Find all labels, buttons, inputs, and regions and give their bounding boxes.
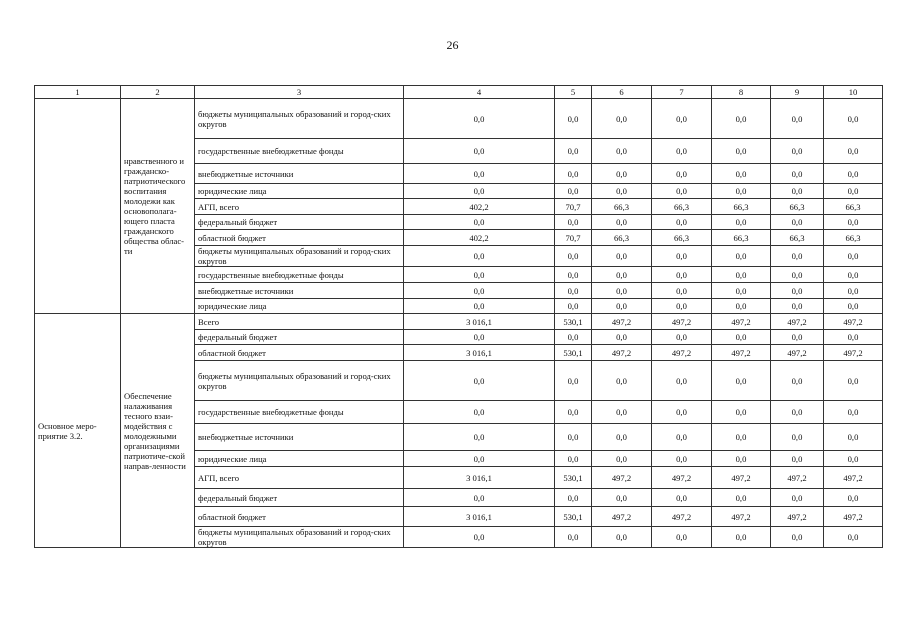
amount-cell: 0,0 xyxy=(555,283,592,299)
amount-cell: 0,0 xyxy=(404,164,555,184)
amount-cell: 497,2 xyxy=(824,467,883,489)
table-row xyxy=(35,314,883,330)
amount-cell: 66,3 xyxy=(771,230,824,246)
funding-source: областной бюджет xyxy=(195,345,404,361)
amount-cell: 0,0 xyxy=(555,299,592,314)
table-body xyxy=(35,86,883,548)
amount-cell: 0,0 xyxy=(712,99,771,139)
amount-cell: 0,0 xyxy=(824,361,883,401)
amount-cell: 0,0 xyxy=(555,184,592,199)
amount-cell: 0,0 xyxy=(771,215,824,230)
amount-cell: 0,0 xyxy=(404,401,555,424)
amount-cell: 0,0 xyxy=(555,424,592,451)
amount-cell: 3 016,1 xyxy=(404,467,555,489)
amount-cell: 0,0 xyxy=(592,246,652,267)
amount-cell: 0,0 xyxy=(404,489,555,507)
amount-cell: 402,2 xyxy=(404,230,555,246)
amount-cell: 0,0 xyxy=(592,424,652,451)
amount-cell: 0,0 xyxy=(824,215,883,230)
funding-source: юридические лица xyxy=(195,451,404,467)
column-header: 8 xyxy=(712,86,771,99)
amount-cell: 0,0 xyxy=(712,527,771,548)
amount-cell: 0,0 xyxy=(652,361,712,401)
amount-cell: 0,0 xyxy=(404,527,555,548)
amount-cell: 0,0 xyxy=(771,164,824,184)
amount-cell: 0,0 xyxy=(404,267,555,283)
budget-table xyxy=(34,85,883,548)
amount-cell: 0,0 xyxy=(404,99,555,139)
amount-cell: 497,2 xyxy=(712,507,771,527)
funding-source: внебюджетные источники xyxy=(195,424,404,451)
amount-cell: 0,0 xyxy=(404,139,555,164)
amount-cell: 66,3 xyxy=(712,230,771,246)
amount-cell: 0,0 xyxy=(824,299,883,314)
amount-cell: 0,0 xyxy=(824,283,883,299)
amount-cell: 0,0 xyxy=(652,330,712,345)
amount-cell: 0,0 xyxy=(824,99,883,139)
amount-cell: 0,0 xyxy=(555,401,592,424)
amount-cell: 0,0 xyxy=(555,361,592,401)
amount-cell: 0,0 xyxy=(592,299,652,314)
funding-source: областной бюджет xyxy=(195,507,404,527)
amount-cell: 0,0 xyxy=(592,139,652,164)
amount-cell: 0,0 xyxy=(712,246,771,267)
amount-cell: 0,0 xyxy=(404,283,555,299)
amount-cell: 0,0 xyxy=(592,215,652,230)
amount-cell: 0,0 xyxy=(592,184,652,199)
amount-cell: 0,0 xyxy=(771,489,824,507)
activity-label xyxy=(35,99,121,314)
amount-cell: 497,2 xyxy=(652,467,712,489)
amount-cell: 497,2 xyxy=(712,467,771,489)
amount-cell: 0,0 xyxy=(824,401,883,424)
funding-source: федеральный бюджет xyxy=(195,215,404,230)
funding-source: государственные внебюджетные фонды xyxy=(195,139,404,164)
funding-source: бюджеты муниципальных образований и город-ских округов xyxy=(195,246,404,267)
column-header: 7 xyxy=(652,86,712,99)
funding-source: АГП, всего xyxy=(195,199,404,215)
column-header: 6 xyxy=(592,86,652,99)
amount-cell: 530,1 xyxy=(555,507,592,527)
activity-label: Основное меро-приятие 3.2. xyxy=(35,314,121,548)
amount-cell: 0,0 xyxy=(824,246,883,267)
amount-cell: 70,7 xyxy=(555,199,592,215)
amount-cell: 0,0 xyxy=(712,267,771,283)
amount-cell: 0,0 xyxy=(771,401,824,424)
amount-cell: 0,0 xyxy=(712,451,771,467)
amount-cell: 0,0 xyxy=(652,139,712,164)
amount-cell: 497,2 xyxy=(712,314,771,330)
amount-cell: 0,0 xyxy=(592,267,652,283)
amount-cell: 0,0 xyxy=(712,184,771,199)
amount-cell: 0,0 xyxy=(824,424,883,451)
column-header: 5 xyxy=(555,86,592,99)
amount-cell: 0,0 xyxy=(555,451,592,467)
funding-source: юридические лица xyxy=(195,299,404,314)
amount-cell: 0,0 xyxy=(824,489,883,507)
amount-cell: 0,0 xyxy=(771,267,824,283)
amount-cell: 0,0 xyxy=(404,215,555,230)
amount-cell: 0,0 xyxy=(652,215,712,230)
amount-cell: 0,0 xyxy=(824,451,883,467)
amount-cell: 0,0 xyxy=(712,424,771,451)
amount-cell: 497,2 xyxy=(771,345,824,361)
amount-cell: 66,3 xyxy=(824,230,883,246)
funding-source: бюджеты муниципальных образований и город-ских округов xyxy=(195,361,404,401)
amount-cell: 66,3 xyxy=(592,230,652,246)
funding-source: бюджеты муниципальных образований и город-ских округов xyxy=(195,527,404,548)
amount-cell: 0,0 xyxy=(555,164,592,184)
amount-cell: 0,0 xyxy=(592,330,652,345)
amount-cell: 0,0 xyxy=(771,424,824,451)
amount-cell: 0,0 xyxy=(652,527,712,548)
amount-cell: 70,7 xyxy=(555,230,592,246)
amount-cell: 530,1 xyxy=(555,345,592,361)
amount-cell: 497,2 xyxy=(771,314,824,330)
amount-cell: 0,0 xyxy=(592,164,652,184)
funding-source: областной бюджет xyxy=(195,230,404,246)
amount-cell: 0,0 xyxy=(771,361,824,401)
amount-cell: 0,0 xyxy=(712,401,771,424)
amount-cell: 0,0 xyxy=(404,451,555,467)
amount-cell: 0,0 xyxy=(652,246,712,267)
amount-cell: 0,0 xyxy=(771,527,824,548)
amount-cell: 66,3 xyxy=(824,199,883,215)
amount-cell: 66,3 xyxy=(712,199,771,215)
amount-cell: 0,0 xyxy=(592,361,652,401)
page-number: 26 xyxy=(446,38,459,52)
amount-cell: 0,0 xyxy=(771,99,824,139)
funding-source: государственные внебюджетные фонды xyxy=(195,401,404,424)
amount-cell: 0,0 xyxy=(652,267,712,283)
funding-source: АГП, всего xyxy=(195,467,404,489)
amount-cell: 0,0 xyxy=(652,299,712,314)
amount-cell: 0,0 xyxy=(404,424,555,451)
amount-cell: 0,0 xyxy=(592,99,652,139)
amount-cell: 0,0 xyxy=(592,489,652,507)
amount-cell: 0,0 xyxy=(771,451,824,467)
amount-cell: 0,0 xyxy=(771,283,824,299)
amount-cell: 530,1 xyxy=(555,314,592,330)
amount-cell: 0,0 xyxy=(404,330,555,345)
amount-cell: 497,2 xyxy=(652,345,712,361)
amount-cell: 497,2 xyxy=(824,345,883,361)
amount-cell: 0,0 xyxy=(652,283,712,299)
amount-cell: 0,0 xyxy=(712,139,771,164)
amount-cell: 0,0 xyxy=(555,215,592,230)
amount-cell: 530,1 xyxy=(555,467,592,489)
amount-cell: 0,0 xyxy=(712,164,771,184)
amount-cell: 0,0 xyxy=(404,184,555,199)
amount-cell: 0,0 xyxy=(652,164,712,184)
amount-cell: 0,0 xyxy=(404,246,555,267)
funding-source: федеральный бюджет xyxy=(195,489,404,507)
amount-cell: 497,2 xyxy=(771,507,824,527)
amount-cell: 0,0 xyxy=(592,283,652,299)
amount-cell: 0,0 xyxy=(824,184,883,199)
amount-cell: 0,0 xyxy=(652,99,712,139)
amount-cell: 3 016,1 xyxy=(404,345,555,361)
amount-cell: 0,0 xyxy=(771,184,824,199)
table-row xyxy=(35,99,883,139)
activity-description: Обеспечение налаживания тесного взаи-модействия с молодежными организациями патриотиче-ской направ-ленности xyxy=(121,314,195,548)
column-header: 10 xyxy=(824,86,883,99)
amount-cell: 0,0 xyxy=(712,299,771,314)
amount-cell: 0,0 xyxy=(824,330,883,345)
amount-cell: 0,0 xyxy=(824,139,883,164)
funding-source: внебюджетные источники xyxy=(195,164,404,184)
activity-description: нравственного и гражданско-патриотического воспитания молодежи как основополага-ющего пласта гражданского общества облас-ти xyxy=(121,99,195,314)
amount-cell: 66,3 xyxy=(652,230,712,246)
amount-cell: 0,0 xyxy=(652,401,712,424)
amount-cell: 0,0 xyxy=(824,164,883,184)
amount-cell: 0,0 xyxy=(824,527,883,548)
amount-cell: 497,2 xyxy=(652,314,712,330)
amount-cell: 0,0 xyxy=(555,139,592,164)
amount-cell: 0,0 xyxy=(555,489,592,507)
column-header: 2 xyxy=(121,86,195,99)
funding-source: Всего xyxy=(195,314,404,330)
amount-cell: 0,0 xyxy=(555,246,592,267)
amount-cell: 3 016,1 xyxy=(404,507,555,527)
amount-cell: 497,2 xyxy=(824,314,883,330)
amount-cell: 0,0 xyxy=(652,489,712,507)
amount-cell: 402,2 xyxy=(404,199,555,215)
amount-cell: 497,2 xyxy=(771,467,824,489)
column-header: 1 xyxy=(35,86,121,99)
funding-source: бюджеты муниципальных образований и город-ских округов xyxy=(195,99,404,139)
amount-cell: 0,0 xyxy=(771,299,824,314)
column-header: 3 xyxy=(195,86,404,99)
amount-cell: 497,2 xyxy=(592,345,652,361)
amount-cell: 0,0 xyxy=(592,401,652,424)
amount-cell: 0,0 xyxy=(771,330,824,345)
amount-cell: 0,0 xyxy=(771,246,824,267)
column-header: 4 xyxy=(404,86,555,99)
amount-cell: 0,0 xyxy=(712,215,771,230)
funding-source: федеральный бюджет xyxy=(195,330,404,345)
amount-cell: 497,2 xyxy=(824,507,883,527)
amount-cell: 66,3 xyxy=(771,199,824,215)
funding-source: юридические лица xyxy=(195,184,404,199)
amount-cell: 497,2 xyxy=(592,467,652,489)
amount-cell: 0,0 xyxy=(712,361,771,401)
amount-cell: 0,0 xyxy=(652,451,712,467)
amount-cell: 3 016,1 xyxy=(404,314,555,330)
amount-cell: 0,0 xyxy=(652,184,712,199)
amount-cell: 0,0 xyxy=(824,267,883,283)
amount-cell: 497,2 xyxy=(712,345,771,361)
amount-cell: 497,2 xyxy=(652,507,712,527)
amount-cell: 0,0 xyxy=(404,299,555,314)
amount-cell: 0,0 xyxy=(712,283,771,299)
amount-cell: 0,0 xyxy=(592,527,652,548)
amount-cell: 66,3 xyxy=(652,199,712,215)
amount-cell: 0,0 xyxy=(712,489,771,507)
amount-cell: 0,0 xyxy=(555,267,592,283)
column-header: 9 xyxy=(771,86,824,99)
amount-cell: 497,2 xyxy=(592,314,652,330)
amount-cell: 0,0 xyxy=(771,139,824,164)
column-number-row xyxy=(35,86,883,99)
amount-cell: 0,0 xyxy=(592,451,652,467)
amount-cell: 0,0 xyxy=(712,330,771,345)
amount-cell: 0,0 xyxy=(404,361,555,401)
funding-source: государственные внебюджетные фонды xyxy=(195,267,404,283)
amount-cell: 0,0 xyxy=(555,527,592,548)
amount-cell: 0,0 xyxy=(555,99,592,139)
funding-source: внебюджетные источники xyxy=(195,283,404,299)
amount-cell: 497,2 xyxy=(592,507,652,527)
amount-cell: 0,0 xyxy=(652,424,712,451)
amount-cell: 66,3 xyxy=(592,199,652,215)
amount-cell: 0,0 xyxy=(555,330,592,345)
